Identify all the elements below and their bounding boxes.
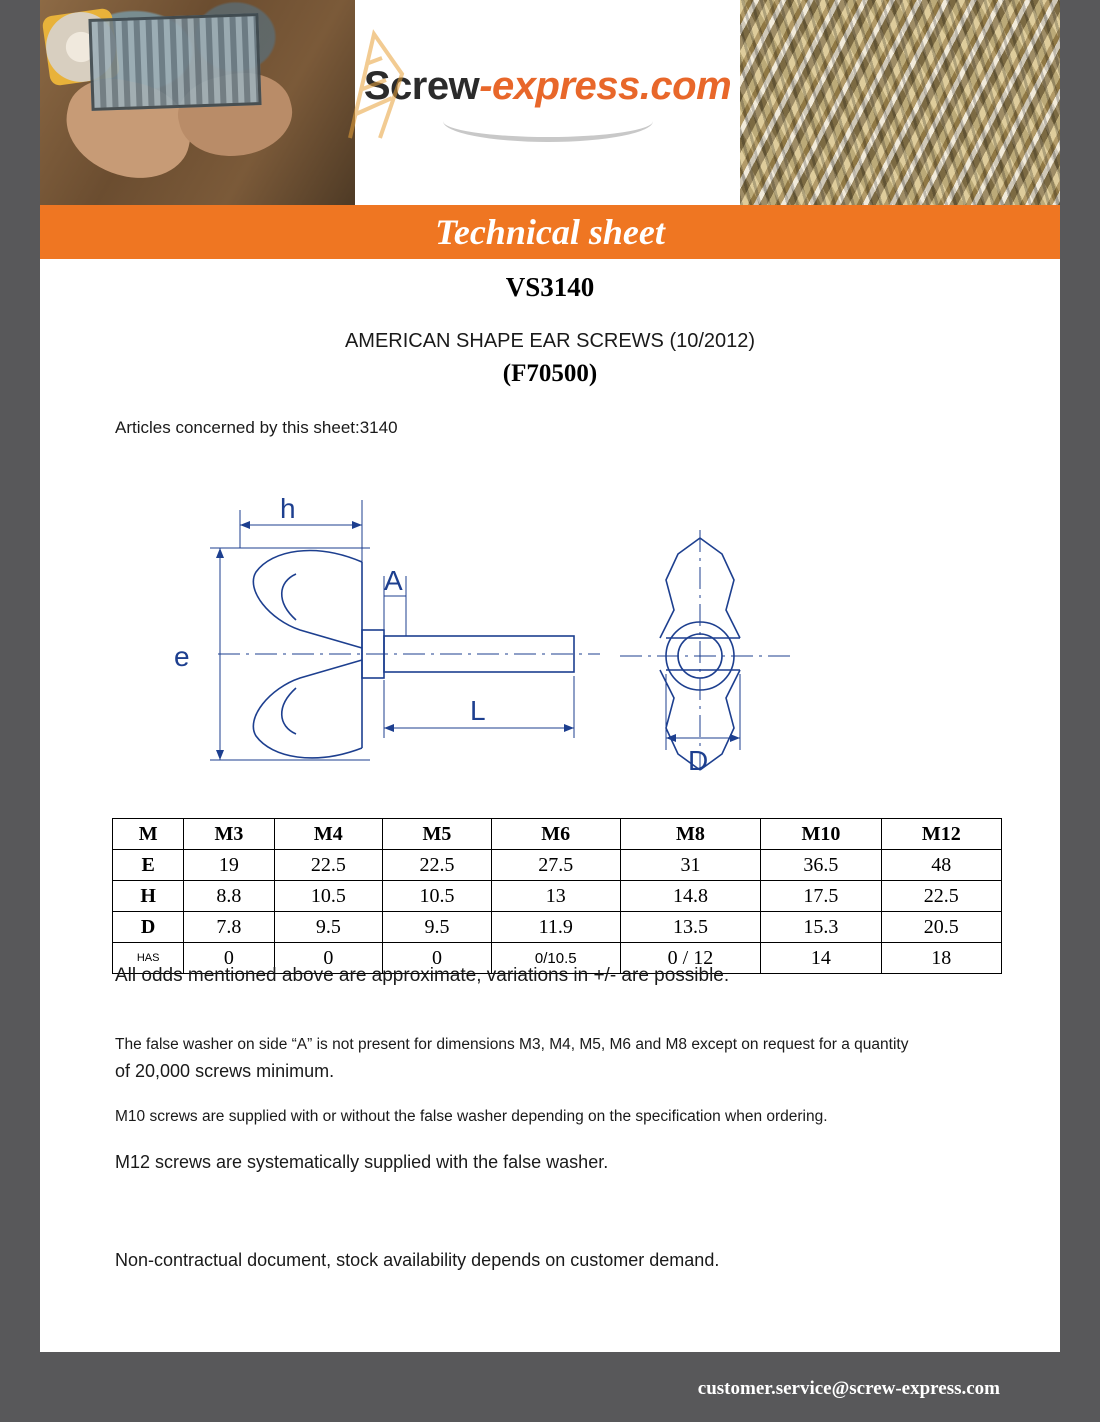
cell: 0/10.5 (491, 943, 620, 974)
table-row (113, 912, 1002, 943)
workshop-photo-texture (40, 0, 355, 205)
cell: 10.5 (274, 881, 383, 912)
logo-area (355, 0, 740, 205)
note-m10: M10 screws are supplied with or without the false washer depending on the specification when ordering. (115, 1108, 828, 1125)
cell: 14.8 (620, 881, 761, 912)
left-edge-bar (0, 0, 40, 1422)
row-head: M (113, 819, 184, 850)
cell: 22.5 (274, 850, 383, 881)
logo-swoosh-decoration (443, 117, 653, 142)
cell: M3 (184, 819, 274, 850)
cell: 0 (383, 943, 492, 974)
cell: 11.9 (491, 912, 620, 943)
cell: 9.5 (383, 912, 492, 943)
cell: 9.5 (274, 912, 383, 943)
cell: M5 (383, 819, 492, 850)
cell: 7.8 (184, 912, 274, 943)
hand-shape-right (170, 61, 300, 168)
cell: 0 (184, 943, 274, 974)
note-disclaimer: Non-contractual document, stock availability depends on customer demand. (115, 1250, 720, 1270)
cell: 48 (881, 850, 1001, 881)
cell: 22.5 (383, 850, 492, 881)
cell: 31 (620, 850, 761, 881)
note-false-washer-line1: The false washer on side “A” is not present for dimensions M3, M4, M5, M6 and M8 except on request for a quantity (115, 1036, 909, 1053)
workshop-photo (40, 0, 355, 205)
cell: 22.5 (881, 881, 1001, 912)
note-approximate: All odds mentioned above are approximate, variations in +/- are possible. (115, 965, 730, 986)
drawing-label-e: e (174, 641, 190, 672)
row-head: H (113, 881, 184, 912)
footer-email: customer.service@screw-express.com (697, 1378, 1000, 1399)
technical-sheet-banner (40, 205, 1060, 259)
row-head: HAS (113, 943, 184, 974)
row-head: D (113, 912, 184, 943)
cell: M8 (620, 819, 761, 850)
cell: M6 (491, 819, 620, 850)
drawing-label-L: L (470, 695, 486, 726)
logo-secondary-text: -express.com (479, 63, 732, 108)
cell: M4 (274, 819, 383, 850)
articles-concerned-line: Articles concerned by this sheet:3140 (115, 418, 398, 437)
cell: M12 (881, 819, 1001, 850)
cell: 15.3 (761, 912, 881, 943)
cell: 0 / 12 (620, 943, 761, 974)
logo-primary-text: Screw (363, 63, 480, 108)
brand-logo (364, 64, 731, 109)
tape-measure-shape (42, 8, 121, 87)
page-header (40, 0, 1060, 205)
screws-photo-texture (740, 0, 1060, 205)
cell: 36.5 (761, 850, 881, 881)
cell: 10.5 (383, 881, 492, 912)
note-false-washer-line2: of 20,000 screws minimum. (115, 1061, 335, 1081)
dimension-table (112, 818, 1002, 974)
drawing-label-D: D (688, 745, 709, 776)
cell: 27.5 (491, 850, 620, 881)
cell: 13 (491, 881, 620, 912)
note-m12: M12 screws are systematically supplied with the false washer. (115, 1152, 609, 1172)
cell: 14 (761, 943, 881, 974)
note-false-washer (115, 1032, 975, 1086)
drawing-label-A: A (384, 565, 403, 596)
row-head: E (113, 850, 184, 881)
cell: M10 (761, 819, 881, 850)
footer-white-strip (40, 1340, 1060, 1352)
crane-icon (340, 24, 412, 144)
cell: 0 (274, 943, 383, 974)
document-code: (F70500) (502, 360, 598, 387)
cell: 8.8 (184, 881, 274, 912)
hand-shape-left (57, 70, 200, 188)
banner-title: Technical sheet (435, 212, 665, 252)
table-row (113, 881, 1002, 912)
document-reference: VS3140 (505, 272, 595, 302)
page-content (40, 0, 1060, 1422)
drawing-label-h: h (280, 493, 296, 524)
screws-photo (740, 0, 1060, 205)
cell: 18 (881, 943, 1001, 974)
cell: 19 (184, 850, 274, 881)
cell: 13.5 (620, 912, 761, 943)
document-subtitle: AMERICAN SHAPE EAR SCREWS (10/2012) (344, 330, 756, 352)
right-edge-bar (1060, 0, 1100, 1422)
technical-drawing (100, 470, 1000, 790)
cell: 20.5 (881, 912, 1001, 943)
table-row (113, 850, 1002, 881)
cell: 17.5 (761, 881, 881, 912)
table-row (113, 819, 1002, 850)
